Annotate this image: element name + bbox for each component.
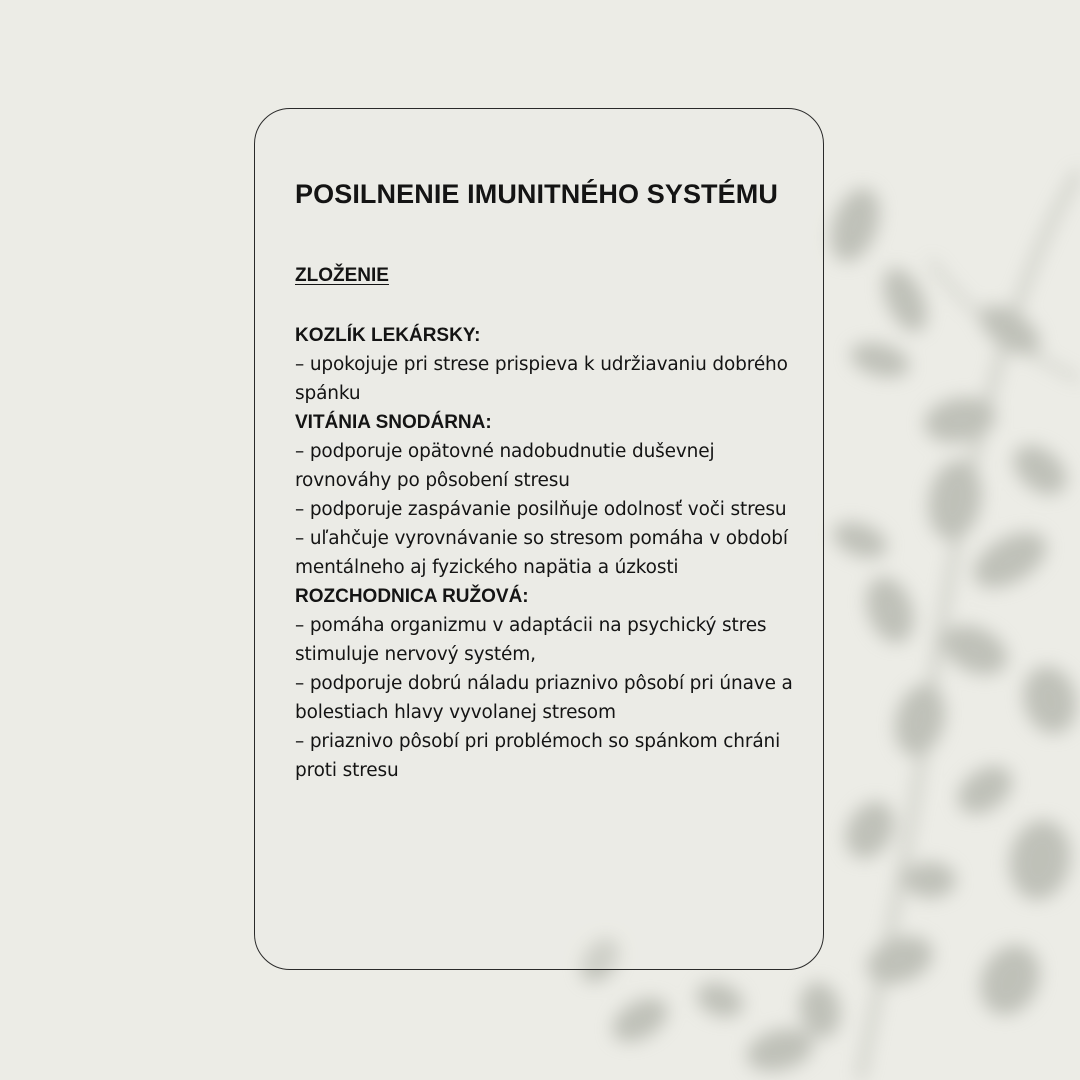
herb-name: VITÁNIA SNODÁRNA:	[295, 412, 492, 433]
section-heading-composition: ZLOŽENIE	[295, 265, 389, 286]
herb-effect: – podporuje dobrú náladu priaznivo pôsobí pri únave a bolestiach hlavy vyvolanej stresom	[295, 673, 793, 723]
herb-effect: – priaznivo pôsobí pri problémoch so spánkom chráni proti stresu	[295, 731, 781, 781]
herb-effect: – upokojuje pri strese prispieva k udržiavaniu dobrého spánku	[295, 354, 788, 404]
herb-item	[295, 408, 805, 582]
herb-item	[295, 582, 805, 785]
herb-effect: – podporuje opätovné nadobudnutie duševnej rovnováhy po pôsobení stresu	[295, 441, 715, 491]
herb-list	[295, 321, 805, 785]
herb-name: ROZCHODNICA RUŽOVÁ:	[295, 586, 529, 607]
info-card	[254, 108, 824, 970]
herb-effect: – pomáha organizmu v adaptácii na psychický stres stimuluje nervový systém,	[295, 615, 767, 665]
page-title: POSILNENIE IMUNITNÉHO SYSTÉMU	[295, 179, 778, 209]
herb-name: KOZLÍK LEKÁRSKY:	[295, 325, 481, 346]
herb-effect: – uľahčuje vyrovnávanie so stresom pomáha v období mentálneho aj fyzického napätia a úzkosti	[295, 528, 788, 578]
herb-effect: – podporuje zaspávanie posilňuje odolnosť voči stresu	[295, 499, 787, 520]
herb-item	[295, 321, 805, 408]
